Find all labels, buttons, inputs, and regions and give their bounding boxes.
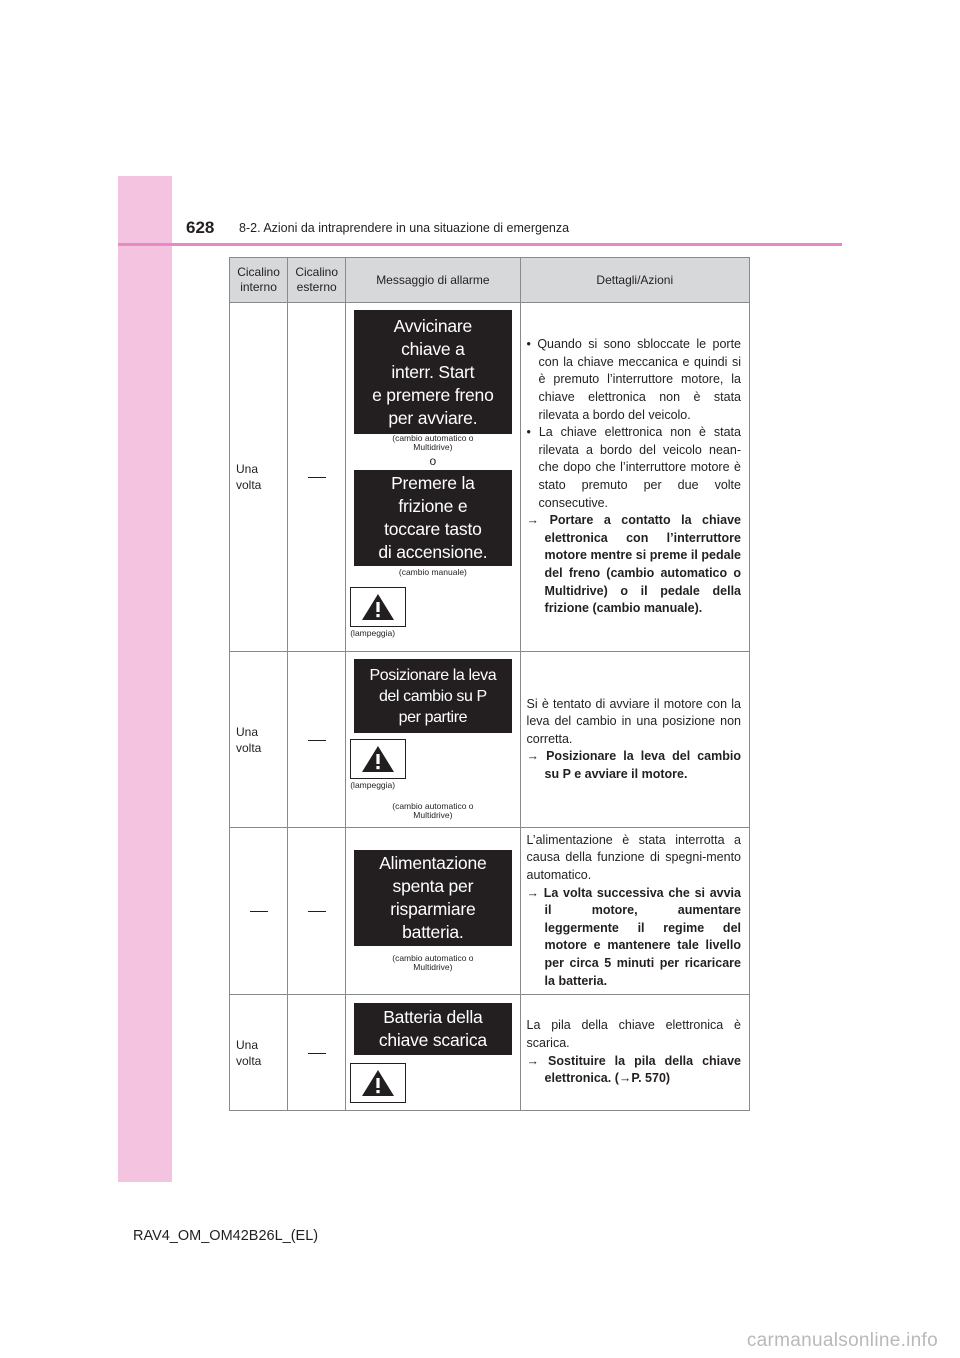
alarm-table	[229, 257, 750, 1111]
external-buzzer-cell	[288, 652, 346, 828]
table-row	[230, 995, 750, 1111]
details-cell	[520, 828, 749, 995]
internal-buzzer-cell	[230, 828, 288, 995]
warning-message-cell	[346, 303, 520, 652]
arrow-icon: →	[526, 513, 540, 528]
warning-message-cell	[346, 828, 520, 995]
action-text: → Portare a contatto la chiave elettronica con l’interruttore motore mentre si preme il pedale del freno (cambio automatico o Multidrive) o il pedale della frizione (cambio manuale).	[526, 513, 741, 616]
document-code: RAV4_OM_OM42B26L_(EL)	[133, 1228, 319, 1244]
arrow-icon: →	[526, 749, 540, 764]
table-header-row	[230, 258, 750, 303]
warning-message-cell	[346, 995, 520, 1111]
header-rule	[118, 243, 842, 246]
caption: (cambio automatico o Multidrive)	[392, 433, 474, 452]
em-dash-icon	[250, 911, 268, 912]
em-dash-icon	[308, 911, 326, 912]
message-display-panel: Alimentazione spenta per risparmiare batteria.	[354, 850, 512, 946]
detail-text: La pila della chiave elettronica è scarica.	[526, 1018, 741, 1050]
details-cell	[520, 652, 749, 828]
table-row	[230, 828, 750, 995]
message-display-panel: Batteria della chiave scarica	[354, 1003, 512, 1055]
watermark: carmanualsonline.info	[746, 1330, 938, 1351]
message-display-panel: Posizionare la leva del cambio su P per partire	[354, 659, 512, 733]
header-internal-buzzer: Cicalino interno	[230, 258, 288, 303]
chapter-tab-bar	[118, 176, 172, 1182]
internal-buzzer-cell: Una volta	[230, 652, 288, 828]
external-buzzer-cell	[288, 303, 346, 652]
or-label: o	[429, 454, 437, 468]
internal-buzzer-cell: Una volta	[230, 995, 288, 1111]
details-cell	[520, 995, 749, 1111]
em-dash-icon	[308, 1053, 326, 1054]
page-number: 628	[186, 218, 215, 237]
detail-text: Si è tentato di avviare il motore con la leva del cambio in una posizione non corretta.	[526, 696, 741, 746]
caption: (lampeggia)	[350, 628, 396, 638]
external-buzzer-cell	[288, 828, 346, 995]
detail-bullet: • La chiave elettronica non è stata rilevata a bordo del veicolo nean-che dopo che l’interruttore motore è stato premuto per due volte consecutive.	[526, 425, 741, 510]
caption: (cambio automatico o Multidrive)	[392, 801, 474, 820]
warning-triangle-icon	[350, 739, 406, 779]
external-buzzer-cell	[288, 995, 346, 1111]
action-text: → Posizionare la leva del cambio su P e avviare il motore.	[526, 749, 741, 781]
header-details-actions: Dettagli/Azioni	[520, 258, 749, 303]
arrow-icon: →	[526, 1053, 540, 1068]
action-text: → La volta successiva che si avvia il motore, aumentare leggermente il regime del motore e mantenere tale livello per circa 5 minuti per ricaricare la batteria.	[526, 885, 741, 988]
em-dash-icon	[308, 477, 326, 478]
em-dash-icon	[308, 740, 326, 741]
table-row	[230, 652, 750, 828]
caption: (lampeggia)	[350, 780, 396, 790]
caption: (cambio manuale)	[398, 567, 467, 577]
warning-triangle-icon	[350, 1063, 406, 1103]
message-display-panel: Avvicinare chiave a interr. Start e premere freno per avviare.	[354, 310, 512, 434]
warning-message-cell	[346, 652, 520, 828]
internal-buzzer-cell: Una volta	[230, 303, 288, 652]
detail-text: L’alimentazione è stata interrotta a causa della funzione di spegni-mento automatico.	[526, 832, 741, 883]
warning-triangle-icon	[350, 587, 406, 627]
header-warning-message: Messaggio di allarme	[346, 258, 520, 303]
caption: (cambio automatico o Multidrive)	[392, 953, 474, 972]
table-row	[230, 303, 750, 652]
action-text: → Sostituire la pila della chiave elettronica. (→P. 570)	[526, 1053, 741, 1086]
header-external-buzzer: Cicalino esterno	[288, 258, 346, 303]
section-title: 8-2. Azioni da intraprendere in una situazione di emergenza	[239, 221, 570, 235]
detail-bullet: • Quando si sono sbloccate le porte con la chiave meccanica e quindi si è premuto l’interruttore motore, la chiave elettronica non è stata rilevata a bordo del veicolo.	[526, 337, 741, 422]
details-cell	[520, 303, 749, 652]
message-display-panel: Premere la frizione e toccare tasto di accensione.	[354, 470, 512, 566]
arrow-icon: →	[526, 885, 540, 900]
